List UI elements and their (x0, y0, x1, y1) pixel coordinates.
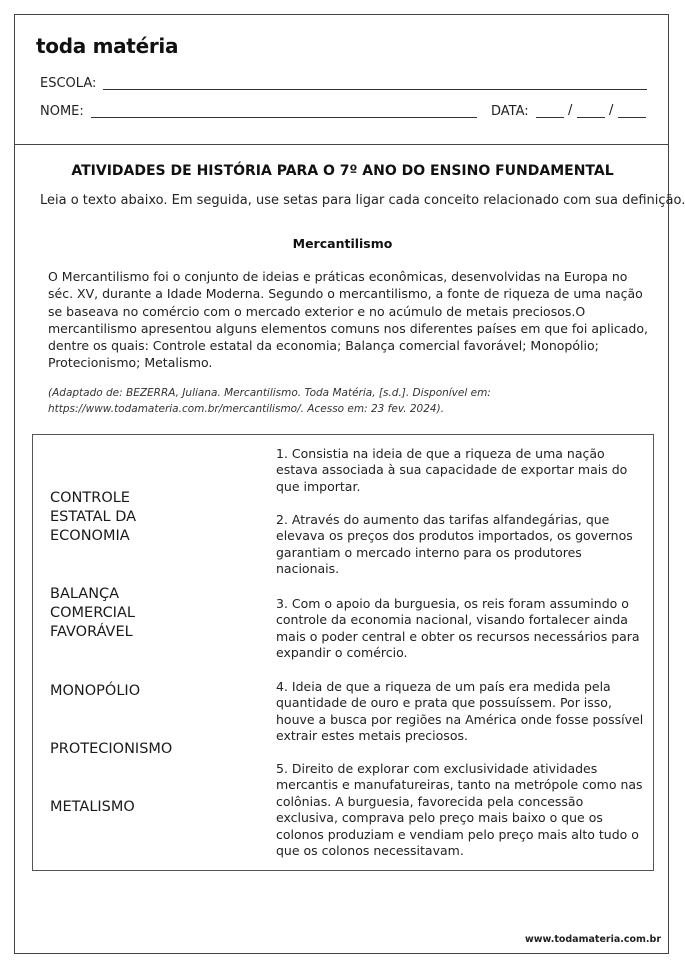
name-input-line[interactable] (91, 117, 477, 118)
definition-item[interactable]: 2. Através do aumento das tarifas alfandegárias, que elevava os preços dos produtos importados, os governos garantiam o mercado interno para os produtores nacionais. (276, 512, 633, 577)
brand-logo: toda matéria (36, 34, 179, 58)
date-label: DATA: (491, 104, 529, 119)
school-input-line[interactable] (103, 89, 647, 90)
definition-item[interactable]: 3. Com o apoio da burguesia, os reis foram assumindo o controle da economia nacional, visando fortalecer ainda mais o poder central e obter os recursos necessários para expandir o comércio. (276, 596, 640, 661)
name-label: NOME: (40, 104, 84, 119)
concept-item[interactable]: MONOPÓLIO (50, 683, 141, 699)
instructions: Leia o texto abaixo. Em seguida, use setas para ligar cada conceito relacionado com sua definição. (40, 193, 685, 208)
definition-item[interactable]: 1. Consistia na ideia de que a riqueza de uma nação estava associada à sua capacidade de exportar mais do que importar. (276, 446, 628, 494)
date-separator: / (568, 103, 573, 118)
concept-item[interactable]: METALISMO (50, 799, 135, 815)
concept-item[interactable]: CONTROLE ESTATAL DA ECONOMIA (50, 490, 137, 544)
date-separator: / (609, 103, 614, 118)
definition-item[interactable]: 4. Ideia de que a riqueza de um país era medida pela quantidade de ouro e prata que possuíssem. Por isso, houve a busca por regiões na América onde fosse possível extrair estes metais preciosos. (276, 679, 644, 744)
date-day-line[interactable] (536, 117, 564, 118)
passage-text: O Mercantilismo foi o conjunto de ideias e práticas econômicas, desenvolvidas na Europa no séc. XV, durante a Idade Moderna. Segundo o mercantilismo, a fonte de riqueza de uma nação se baseava no comércio com o mercado exterior e no acúmulo de metais preciosos.O mercantilismo apresentou alguns elementos comuns nos diferentes países em que foi aplicado, dentre os quais: Controle estatal da economia; Balança comercial favorável; Monopólio; Protecionismo; Metalismo. (48, 269, 648, 371)
worksheet-title: ATIVIDADES DE HISTÓRIA PARA O 7º ANO DO ENSINO FUNDAMENTAL (71, 163, 614, 179)
concept-item[interactable]: BALANÇA COMERCIAL FAVORÁVEL (50, 586, 135, 640)
passage-title: Mercantilismo (292, 236, 393, 251)
footer-url: www.todamateria.com.br (524, 934, 661, 945)
date-year-line[interactable] (618, 117, 646, 118)
date-month-line[interactable] (577, 117, 605, 118)
concept-item[interactable]: PROTECIONISMO (50, 741, 173, 757)
school-label: ESCOLA: (40, 76, 97, 91)
passage-citation: (Adaptado de: BEZERRA, Juliana. Mercantilismo. Toda Matéria, [s.d.]. Disponível em: https://www.todamateria.com.br/mercantilismo/. Acesso em: 23 fev. 2024). (48, 387, 491, 415)
definition-item[interactable]: 5. Direito de explorar com exclusividade atividades mercantis e manufatureiras, tanto na metrópole como nas colônias. A burguesia, favorecida pela concessão exclusiva, comprava pelo preço mais baixo o que os colonos produziam e vendiam pelo preço mais alto tudo o que os colonos necessitavam. (276, 761, 643, 859)
